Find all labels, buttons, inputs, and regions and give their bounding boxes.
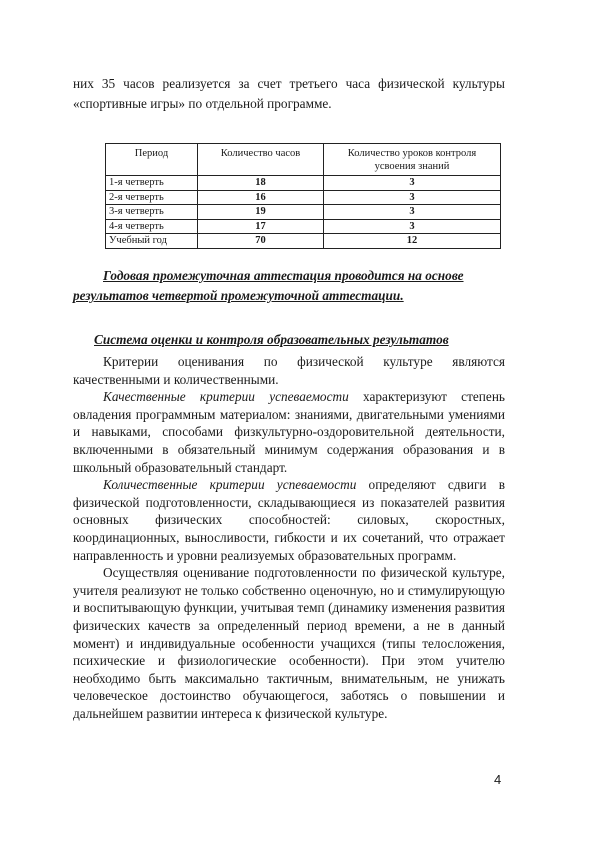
quantitative-criteria-text: определяют сдвиги в физической подготовленности, складывающиеся из показателей развития основных физических способностей: силовых, скоростных, координационных, выносливости, гибкости и их сочетаний, что отражает направленность и уровни реализуемых образовательных программ. bbox=[73, 477, 506, 563]
header-hours: Количество часов bbox=[198, 144, 324, 176]
header-period: Период bbox=[106, 144, 198, 176]
table-row bbox=[106, 219, 501, 234]
table-row bbox=[106, 205, 501, 220]
cell-period: 2-я четверть bbox=[106, 190, 198, 205]
paragraph-criteria-intro: Критерии оценивания по физической культуре являются качественными и количественными. bbox=[73, 354, 505, 387]
cell-period: 4-я четверть bbox=[106, 219, 198, 234]
attestation-line-1: Годовая промежуточная аттестация проводится на основе bbox=[103, 268, 464, 283]
qualitative-criteria-term: Качественные критерии успеваемости bbox=[103, 389, 349, 405]
cell-control: 3 bbox=[324, 190, 501, 205]
cell-hours: 19 bbox=[198, 205, 324, 220]
paragraph-qualitative bbox=[73, 388, 505, 476]
cell-hours: 17 bbox=[198, 219, 324, 234]
attestation-note bbox=[73, 266, 505, 306]
paragraph-quantitative bbox=[73, 476, 505, 564]
header-control-lessons: Количество уроков контроля усвоения знаний bbox=[324, 144, 501, 176]
section-body bbox=[73, 353, 505, 722]
table-row bbox=[106, 234, 501, 249]
table-header-row bbox=[106, 144, 501, 176]
cell-control: 12 bbox=[324, 234, 501, 249]
cell-control: 3 bbox=[324, 205, 501, 220]
attestation-line-2: результатов четвертой промежуточной аттестации. bbox=[73, 288, 404, 303]
intro-line-1: них 35 часов реализуется за счет третьего часа физической культуры bbox=[73, 76, 505, 91]
cell-control: 3 bbox=[324, 219, 501, 234]
cell-hours: 16 bbox=[198, 190, 324, 205]
cell-control: 3 bbox=[324, 176, 501, 191]
cell-hours: 18 bbox=[198, 176, 324, 191]
table-row bbox=[106, 176, 501, 191]
cell-period: 3-я четверть bbox=[106, 205, 198, 220]
section-title: Система оценки и контроля образовательных результатов bbox=[94, 332, 449, 347]
paragraph-assessment: Осуществляя оценивание подготовленности по физической культуре, учителя реализуют не только собственно оценочную, но и стимулирующую и воспитывающую функции, учитывая темп (динамику изменения развития физических качеств за определенный период времени, а не в данный момент) и индивидуальные особенности учащихся (типы телосложения, психические и физиологические особенности). При этом учителю необходимо быть максимально тактичным, внимательным, не унижать человеческое достоинство обучающегося, заботясь о повышении и дальнейшем развитии интереса к физической культуре. bbox=[73, 565, 505, 721]
page-number: 4 bbox=[494, 772, 502, 787]
table-row bbox=[106, 190, 501, 205]
intro-line-2: «спортивные игры» по отдельной программе. bbox=[73, 96, 332, 111]
cell-hours: 70 bbox=[198, 234, 324, 249]
cell-period: 1-я четверть bbox=[106, 176, 198, 191]
qualitative-criteria-text: характеризуют степень овладения программным материалом: знаниями, двигательными умениями и навыками, способами физкультурно-оздоровительной деятельности, включенными в обязательный минимум содержания образования и в школьный образовательный стандарт. bbox=[73, 389, 505, 475]
cell-period: Учебный год bbox=[106, 234, 198, 249]
hours-table bbox=[105, 143, 501, 249]
quantitative-criteria-term: Количественные критерии успеваемости bbox=[103, 477, 357, 493]
intro-paragraph bbox=[73, 74, 505, 114]
